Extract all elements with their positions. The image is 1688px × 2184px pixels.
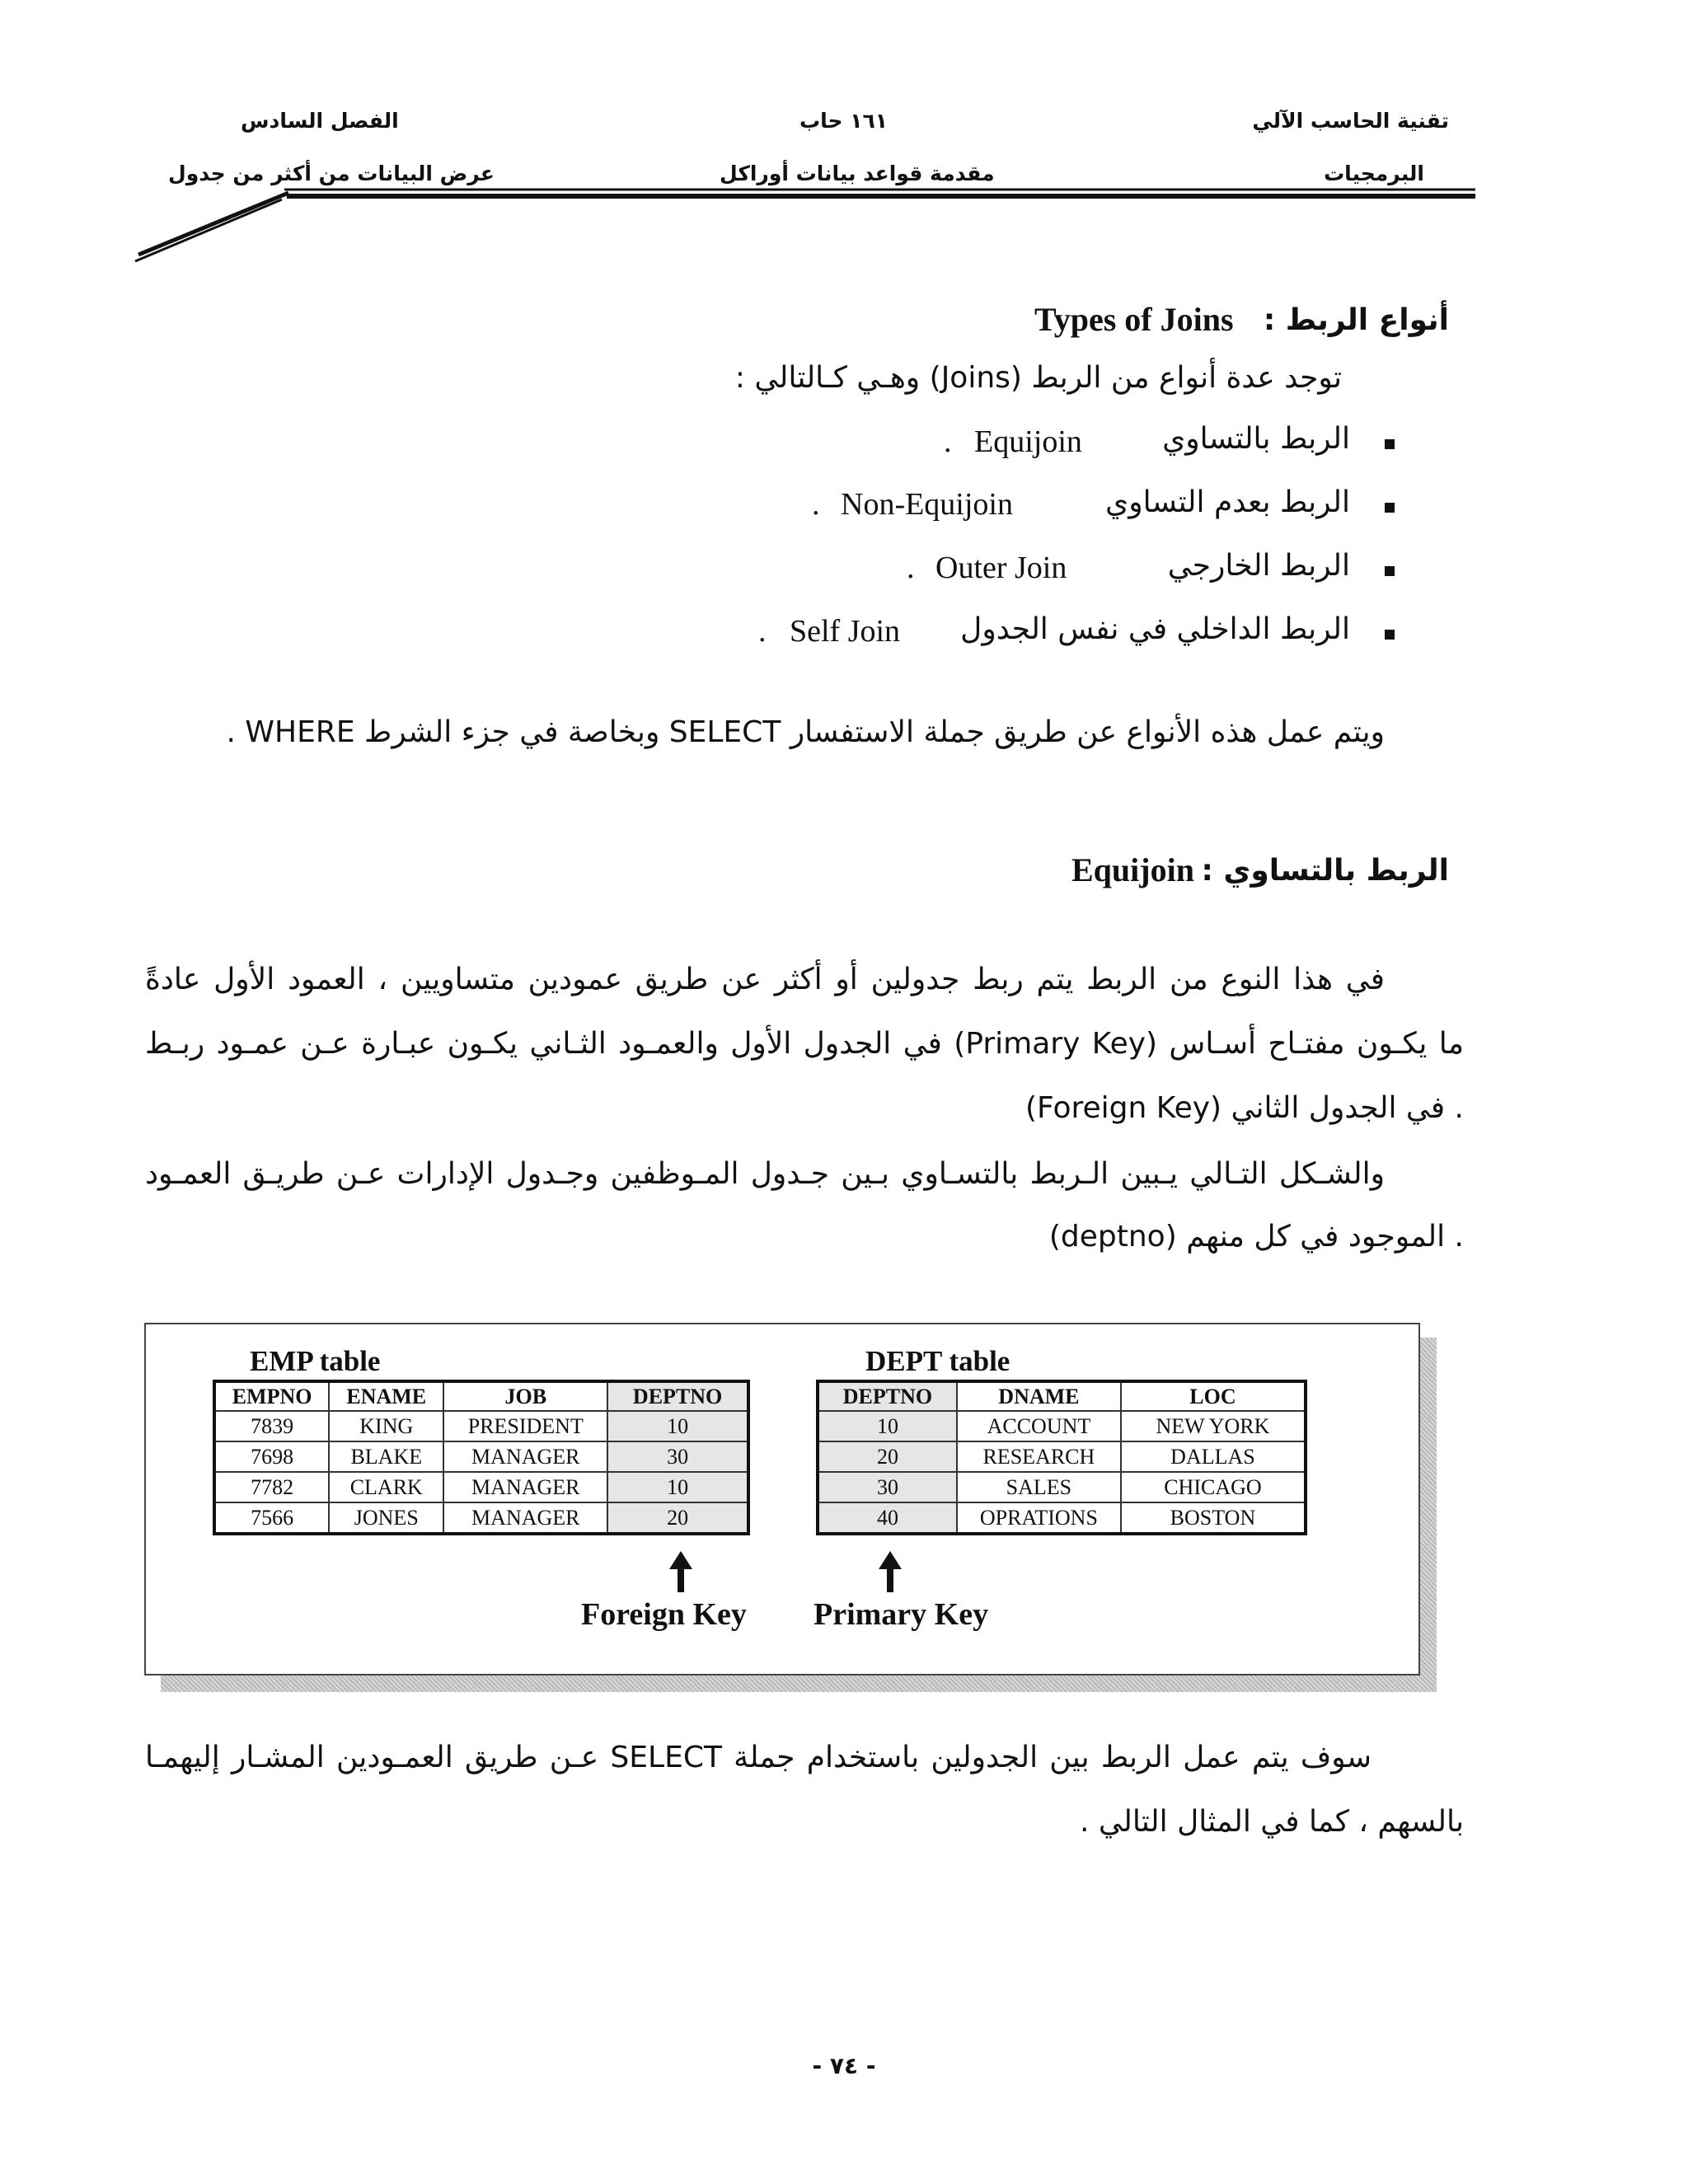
header-code: ١٦١ حاب <box>799 109 889 133</box>
foreign-key-arrow-icon <box>666 1549 696 1594</box>
dept-table-title: DEPT table <box>865 1345 1010 1377</box>
section-heading-en: Types of Joins <box>1034 301 1234 338</box>
table-row <box>818 1502 1306 1534</box>
bullet-icon <box>1385 566 1395 576</box>
table-row <box>214 1472 748 1502</box>
closing-line2: بالسهم ، كما في المثال التالي . <box>1079 1805 1464 1839</box>
cell: PRESIDENT <box>443 1411 607 1441</box>
header-book-title: مقدمة قواعد بيانات أوراكل <box>720 162 995 185</box>
cell: ACCOUNT <box>957 1411 1121 1441</box>
equijoin-heading-en: Equijoin <box>1071 851 1194 888</box>
column-header-deptno: DEPTNO <box>607 1381 748 1411</box>
emp-table-title: EMP table <box>250 1345 381 1377</box>
table-header-row <box>818 1381 1306 1411</box>
cell: JONES <box>329 1502 443 1534</box>
section-heading-ar: أنواع الربط : <box>1263 303 1449 337</box>
cell-deptno: 20 <box>818 1441 957 1472</box>
cell-deptno: 10 <box>607 1411 748 1441</box>
join-type-ar: الربط بعدم التساوي <box>1105 485 1350 519</box>
table-row <box>818 1441 1306 1472</box>
join-type-en: Equijoin <box>974 424 1082 459</box>
cell: RESEARCH <box>957 1441 1121 1472</box>
table-header-row <box>214 1381 748 1411</box>
cell: KING <box>329 1411 443 1441</box>
header-rule <box>132 185 1475 267</box>
cell: BLAKE <box>329 1441 443 1472</box>
para1-line1: في هذا النوع من الربط يتم ربط جدولين أو أكثر عن طريق عمودين متساويين ، العمود الأول عادةً <box>145 963 1385 996</box>
period: . <box>758 614 767 649</box>
cell-deptno: 40 <box>818 1502 957 1534</box>
primary-key-arrow-icon <box>875 1549 905 1594</box>
cell: MANAGER <box>443 1502 607 1534</box>
cell: MANAGER <box>443 1441 607 1472</box>
join-type-ar: الربط بالتساوي <box>1162 422 1350 456</box>
cell-deptno: 10 <box>818 1411 957 1441</box>
table-row <box>818 1472 1306 1502</box>
column-header-deptno: DEPTNO <box>818 1381 957 1411</box>
para2-line2: (deptno) الموجود في كل منهم . <box>1048 1220 1464 1254</box>
header-department: البرمجيات <box>1324 162 1424 185</box>
period: . <box>812 487 820 522</box>
column-header: JOB <box>443 1381 607 1411</box>
column-header: DNAME <box>957 1381 1121 1411</box>
equijoin-heading-ar: الربط بالتساوي : <box>1201 854 1449 888</box>
dept-table <box>816 1380 1307 1535</box>
cell: 7566 <box>214 1502 329 1534</box>
foreign-key-label: Foreign Key <box>581 1597 747 1632</box>
bullet-icon <box>1385 439 1395 449</box>
column-header: EMPNO <box>214 1381 329 1411</box>
table-row <box>214 1502 748 1534</box>
emp-table <box>213 1380 750 1535</box>
primary-key-label: Primary Key <box>814 1597 989 1632</box>
period: . <box>944 424 952 459</box>
bullet-icon <box>1385 630 1395 640</box>
cell: 7698 <box>214 1441 329 1472</box>
table-row <box>214 1411 748 1441</box>
cell: DALLAS <box>1121 1441 1306 1472</box>
cell: 7782 <box>214 1472 329 1502</box>
cell: 7839 <box>214 1411 329 1441</box>
cell: MANAGER <box>443 1472 607 1502</box>
column-header: ENAME <box>329 1381 443 1411</box>
table-row <box>818 1411 1306 1441</box>
join-type-en: Outer Join <box>935 551 1067 585</box>
header-course: تقنية الحاسب الآلي <box>1252 109 1449 133</box>
cell-deptno: 20 <box>607 1502 748 1534</box>
join-type-ar: الربط الداخلي في نفس الجدول <box>960 612 1350 646</box>
para2-line1: والشـكل التـالي يـبين الـربط بالتسـاوي بـين جـدول المـوظفين وجـدول الإدارات عـن طريـق العمـود <box>145 1157 1385 1191</box>
cell: OPRATIONS <box>957 1502 1121 1534</box>
bullet-icon <box>1385 503 1395 513</box>
para1-line3: (Foreign Key) في الجدول الثاني . <box>1025 1091 1464 1125</box>
where-note: ويتم عمل هذه الأنواع عن طريق جملة الاستفسار SELECT وبخاصة في جزء الشرط WHERE . <box>226 715 1385 749</box>
cell: SALES <box>957 1472 1121 1502</box>
join-type-en: Non-Equijoin <box>841 487 1013 522</box>
join-type-ar: الربط الخارجي <box>1167 549 1350 583</box>
join-type-en: Self Join <box>790 614 901 649</box>
intro-text: توجد عدة أنواع من الربط (Joins) وهـي كـالتالي : <box>734 361 1342 395</box>
cell-deptno: 30 <box>607 1441 748 1472</box>
cell: BOSTON <box>1121 1502 1306 1534</box>
cell-deptno: 30 <box>818 1472 957 1502</box>
cell-deptno: 10 <box>607 1472 748 1502</box>
page-number: - ٧٤ - <box>812 2052 876 2079</box>
cell: CHICAGO <box>1121 1472 1306 1502</box>
header-chapter-title: عرض البيانات من أكثر من جدول <box>168 162 495 185</box>
para1-line2: ما يكـون مفتـاح أسـاس (Primary Key) في الجدول الأول والعمـود الثـاني يكـون عبـارة عـن عمـود ربـط <box>145 1027 1464 1061</box>
cell: CLARK <box>329 1472 443 1502</box>
closing-line1: سوف يتم عمل الربط بين الجدولين باستخدام جملة SELECT عـن طريق العمـودين المشـار إليهمـا <box>145 1741 1372 1774</box>
period: . <box>907 551 915 585</box>
column-header: LOC <box>1121 1381 1306 1411</box>
cell: NEW YORK <box>1121 1411 1306 1441</box>
table-row <box>214 1441 748 1472</box>
header-chapter: الفصل السادس <box>241 109 399 133</box>
